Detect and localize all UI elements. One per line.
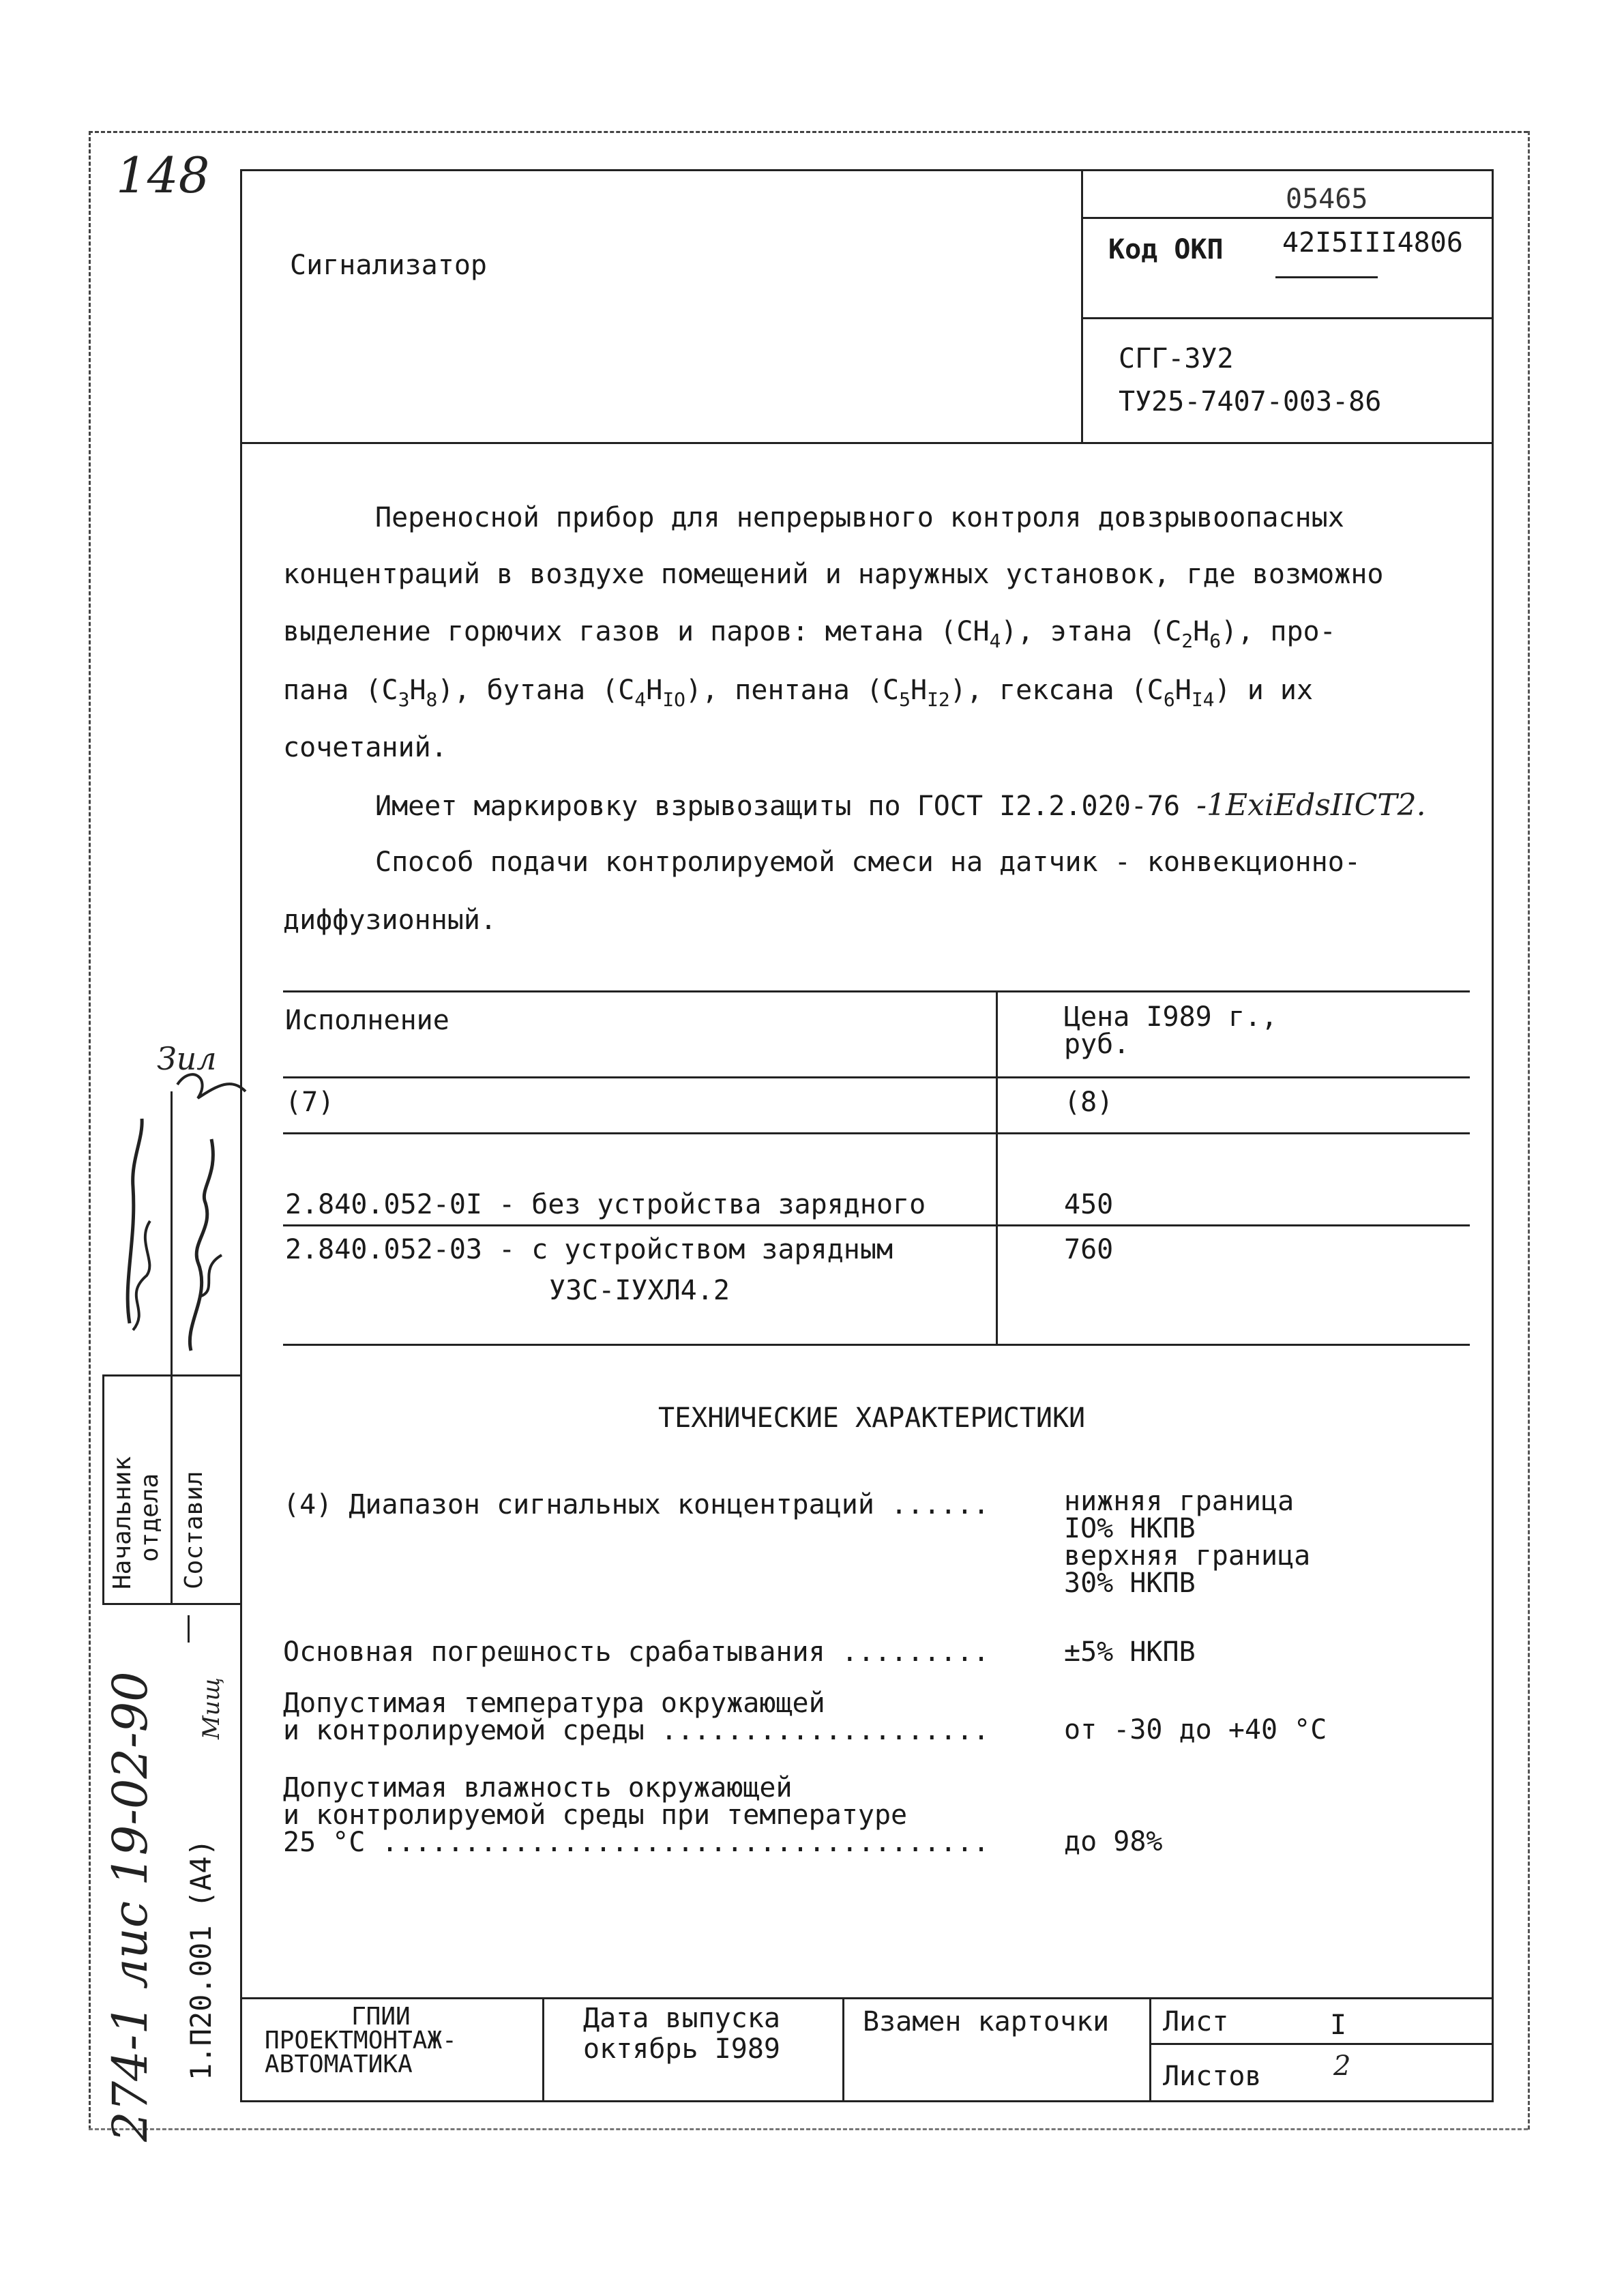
table-col2-header-1: Цена I989 г., [1064, 1001, 1278, 1033]
okp-label: Код ОКП [1108, 234, 1224, 265]
org-line-1: ГПИИ [351, 2003, 411, 2031]
error-value: ±5% НКПВ [1064, 1636, 1196, 1668]
header-divider [1081, 169, 1083, 442]
small-signature: Мищ [198, 1677, 225, 1739]
side-column-bottom [102, 1603, 242, 1605]
footer-div-3 [1149, 1997, 1151, 2102]
range-lower-value: IO% НКПВ [1064, 1513, 1196, 1544]
hum-label-3: 25 °С ..................................... [283, 1827, 990, 1858]
marking-text: Имеет маркировку взрывозащиты по ГОСТ I2.2.020-76 -1ExiЕdsIICT2. [375, 788, 1426, 823]
sheet-label: Лист [1163, 2006, 1229, 2037]
release-date-value: октябрь I989 [583, 2033, 780, 2065]
description-line-2: концентраций в воздухе помещений и наружных установок, где возможно [283, 559, 1384, 590]
range-lower-label: нижняя граница [1064, 1486, 1295, 1517]
marking-handwritten: -1ExiЕdsIICT2. [1196, 788, 1426, 823]
stamp-code: 1.П20.001 (А4) [184, 1838, 218, 2080]
footer-div-2 [842, 1997, 844, 2102]
table-col-divider [996, 990, 998, 1344]
dept-head-label-1: Начальник [108, 1456, 136, 1589]
table-header-line [283, 1076, 1470, 1078]
range-label: (4) Диапазон сигнальных концентраций ...... [283, 1489, 990, 1520]
org-line-3: АВТОМАТИКА [265, 2050, 413, 2078]
product-name: Сигнализатор [290, 250, 487, 281]
temp-value: от -30 до +40 °С [1064, 1714, 1327, 1746]
supply-line-2: диффузионный. [283, 904, 497, 936]
org-line-2: ПРОЕКТМОНТАЖ- [265, 2027, 457, 2055]
specs-title: ТЕХНИЧЕСКИЕ ХАРАКТЕРИСТИКИ [658, 1402, 1086, 1434]
footer-sheet-line [1149, 2043, 1494, 2045]
signature-drawings [82, 1037, 259, 1583]
table-row1-line [283, 1224, 1470, 1226]
table-row-price: 760 [1064, 1234, 1114, 1265]
release-date-label: Дата выпуска [583, 2003, 780, 2034]
table-bottom-line [283, 1344, 1470, 1346]
footer-div-1 [542, 1997, 544, 2102]
sheets-label: Листов [1163, 2061, 1262, 2092]
description-line-4: пана $(C_3H_8)$, бутана $(C_4H_{IO})$, пентана $(C_5H_{I2})$, гексана $(C_6H_{I4})$ и их [283, 675, 1314, 711]
range-upper-label: верхняя граница [1064, 1540, 1311, 1572]
initials-handwritten: Зил [157, 1040, 217, 1077]
footer-top-line [240, 1997, 1494, 1999]
replaces-card-label: Взамен карточки [863, 2006, 1110, 2037]
description-line-3: выделение горючих газов и паров: метана $(CH_4)$, этана $(C_2H_6)$, про- [283, 616, 1336, 652]
page-border-bottom [89, 2128, 1528, 2130]
temp-label-2: и контролируемой среды .................... [283, 1715, 990, 1746]
model-name: СГГ-3У2 [1119, 343, 1234, 374]
header-mid-line [1081, 317, 1494, 319]
table-col2-number: (8) [1064, 1087, 1114, 1118]
table-col1-number: (7) [285, 1087, 335, 1118]
handwritten-registration: 274-1 лис 19-02-90 [102, 1671, 158, 2142]
okp-underline [1275, 276, 1378, 278]
tu-number: ТУ25-7407-003-86 [1119, 386, 1382, 417]
sheets-value: 2 [1333, 2050, 1351, 2082]
table-row: 2.840.052-0I - без устройства зарядного [285, 1189, 926, 1220]
error-label: Основная погрешность срабатывания ......... [283, 1636, 990, 1668]
side-tick [188, 1615, 190, 1643]
temp-label-1: Допустимая температура окружающей [283, 1688, 825, 1719]
description-line-1: Переносной прибор для непрерывного контроля довзрывоопасных [375, 502, 1344, 533]
table-col2-header-2: руб. [1064, 1029, 1130, 1060]
range-upper-value: 30% НКПВ [1064, 1568, 1196, 1599]
sheet-value: I [1330, 2010, 1347, 2041]
description-line-5: сочетаний. [283, 732, 447, 763]
page-number: 148 [116, 147, 210, 204]
code-small: 05465 [1286, 183, 1368, 215]
table-num-line [283, 1132, 1470, 1134]
hum-value: до 98% [1064, 1826, 1163, 1857]
table-row-name-cont: УЗС-IУХЛ4.2 [549, 1275, 730, 1306]
table-col1-header: Исполнение [285, 1005, 449, 1036]
table-row-price: 450 [1064, 1189, 1114, 1220]
page-border-top [89, 131, 1528, 133]
header-okp-line [1081, 217, 1494, 219]
table-row: 2.840.052-03 - с устройством зарядным [285, 1234, 893, 1265]
okp-value: 42I5III4806 [1282, 227, 1463, 259]
header-bottom-line [240, 442, 1494, 444]
table-top-line [283, 990, 1470, 992]
page-border-right [1528, 131, 1530, 2130]
supply-line-1: Способ подачи контролируемой смеси на датчик - конвекционно- [375, 847, 1361, 878]
dept-head-label-2: отдела [136, 1473, 164, 1562]
hum-label-2: и контролируемой среды при температуре [283, 1799, 908, 1831]
hum-label-1: Допустимая влажность окружающей [283, 1772, 793, 1804]
compiled-label: Составил [180, 1471, 208, 1589]
